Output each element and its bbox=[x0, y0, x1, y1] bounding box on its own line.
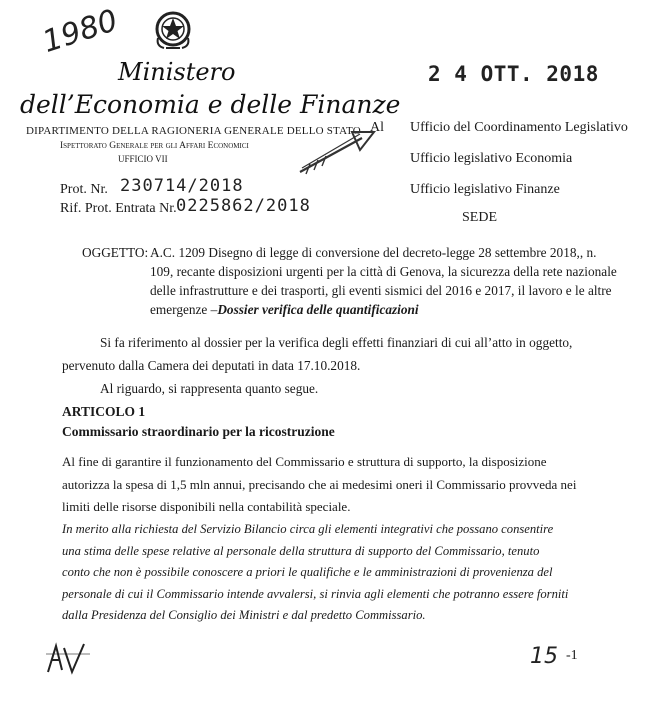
subject-line-2: 109, recante disposizioni urgenti per la città di Genova, la sicurezza della rete nazionale bbox=[150, 264, 617, 279]
handwritten-initials bbox=[44, 640, 94, 676]
article-paragraph-2 bbox=[62, 519, 602, 627]
addressee-1: Ufficio del Coordinamento Legislativo bbox=[410, 120, 628, 135]
ministry-name-line1: Ministero bbox=[118, 58, 236, 86]
ministry-name-line2: dell’Economia e delle Finanze bbox=[20, 90, 401, 119]
paragraph-1-line: Al fine di garantire il funzionamento del Commissario e struttura di supporto, la disposizione bbox=[62, 454, 547, 469]
article-paragraph-1 bbox=[62, 451, 592, 519]
protocol-label: Prot. Nr. bbox=[60, 182, 108, 197]
inspectorate-name: Ispettorato Generale per gli Affari Economici bbox=[60, 141, 249, 151]
addressee-2: Ufficio legislativo Economia bbox=[410, 151, 573, 166]
subject-line-4-plain: emergenze – bbox=[150, 302, 218, 317]
paragraph-1-line: autorizza la spesa di 1,5 mln annui, precisando che ai medesimi oneri il Commissario provveda nei bbox=[62, 476, 577, 492]
paragraph-2-line: In merito alla richiesta del Servizio Bilancio circa gli elementi integrativi che possano consentire bbox=[62, 522, 554, 536]
intro-line-1: Si fa riferimento al dossier per la verifica degli effetti finanziari di cui all’atto in oggetto, bbox=[100, 335, 573, 350]
emblem-icon bbox=[152, 8, 194, 52]
stamp-date: 2 4 OTT. 2018 bbox=[428, 62, 599, 86]
subject-label: OGGETTO: bbox=[82, 245, 149, 260]
page-number-suffix: -1 bbox=[566, 648, 578, 663]
subject-line-3: delle infrastrutture e dei trasporti, gli eventi sismici del 2016 e 2017, il lavoro e le altre bbox=[150, 283, 612, 298]
addressee-prefix: Al bbox=[370, 120, 384, 135]
subject-dossier-title: Dossier verifica delle quantificazioni bbox=[217, 302, 419, 317]
article-subtitle: Commissario straordinario per la ricostruzione bbox=[62, 424, 335, 439]
intro-line-3: Al riguardo, si rappresenta quanto segue. bbox=[100, 381, 319, 396]
entry-protocol-label: Rif. Prot. Entrata Nr. bbox=[60, 201, 177, 216]
handwritten-year: 1980 bbox=[38, 3, 122, 60]
hand-drawn-arrow-icon bbox=[296, 128, 378, 178]
entry-protocol-number: 0225862/2018 bbox=[176, 196, 311, 216]
paragraph-1-line: limiti delle risorse disponibili nella contabilità speciale. bbox=[62, 499, 351, 514]
paragraph-2-line: una stima delle spese relative al personale della struttura di supporto del Commissario, tenuto bbox=[62, 543, 540, 558]
intro-line-2: pervenuto dalla Camera dei deputati in data 17.10.2018. bbox=[62, 358, 361, 373]
office-name: UFFICIO VII bbox=[118, 154, 168, 164]
addressee-3: Ufficio legislativo Finanze bbox=[410, 182, 560, 197]
page-number: 15 bbox=[530, 644, 558, 669]
article-title: ARTICOLO 1 bbox=[62, 404, 146, 419]
subject-line-4 bbox=[150, 302, 419, 318]
department-name: DIPARTIMENTO DELLA RAGIONERIA GENERALE DELLO STATO bbox=[26, 125, 361, 137]
addressee-sede: SEDE bbox=[462, 210, 497, 225]
subject-line-1: A.C. 1209 Disegno di legge di conversione del decreto-legge 28 settembre 2018,, n. bbox=[150, 245, 597, 260]
paragraph-2-line: dalla Presidenza del Consiglio dei Ministri e dal predetto Commissario. bbox=[62, 608, 426, 623]
paragraph-2-line: personale di cui il Commissario intende avvalersi, si rinvia agli elementi che potranno essere forniti bbox=[62, 586, 569, 601]
protocol-number: 230714/2018 bbox=[120, 176, 244, 196]
paragraph-2-line: conto che non è possibile conoscere a priori le qualifiche e le amministrazioni di provenienza del bbox=[62, 565, 553, 580]
